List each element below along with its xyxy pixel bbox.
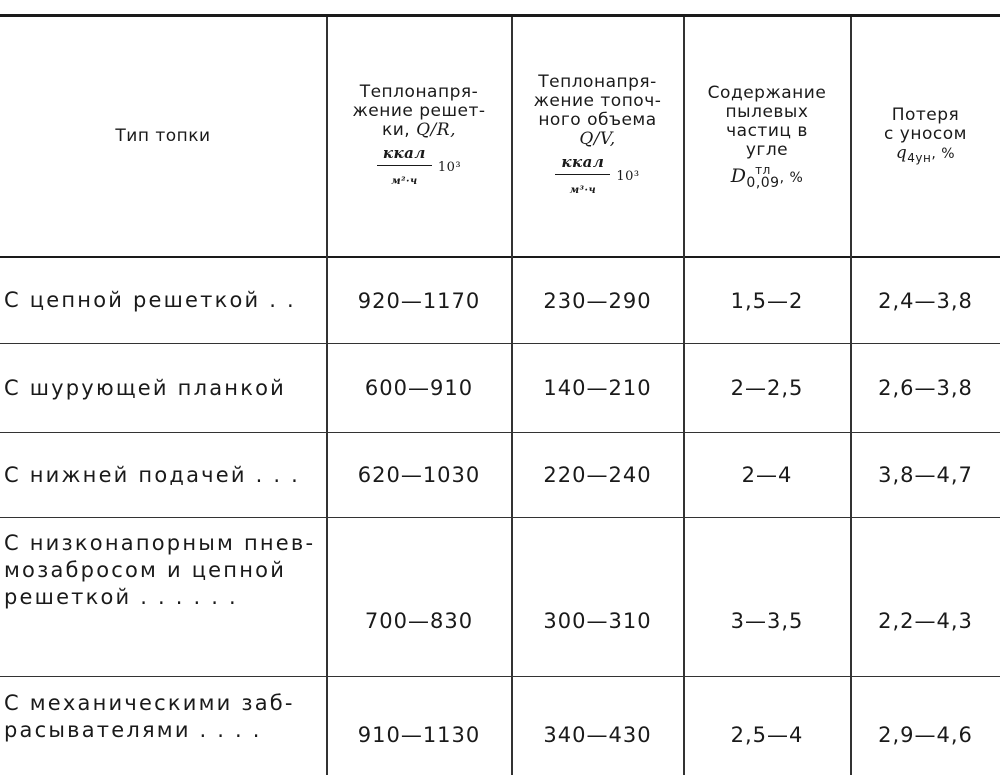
header-loss-symbol-line bbox=[896, 144, 955, 168]
row-2-type-line-1: С шурующей планкой bbox=[4, 375, 286, 400]
table-row-1-volume: 230—290 bbox=[543, 288, 652, 313]
table-row-3-type bbox=[4, 433, 324, 517]
header-volume-load bbox=[512, 17, 683, 256]
table-row-2-dust: 2—2,5 bbox=[730, 376, 804, 400]
header-dust-line-4: угле bbox=[745, 139, 789, 160]
header-dust-symbol-line bbox=[731, 164, 804, 190]
row-1-type-line-1: С цепной решеткой . . bbox=[4, 288, 296, 312]
table-row-2-type bbox=[4, 344, 324, 432]
table-row-3-loss: 3,8—4,7 bbox=[878, 463, 973, 487]
table-row-4-dust: 3—3,5 bbox=[730, 609, 804, 633]
row-5-type-line-2: расывателями . . . . bbox=[4, 718, 262, 742]
unit-numerator: ккал bbox=[377, 144, 432, 166]
header-grate-unit bbox=[377, 144, 461, 191]
table-row-5-dust: 2,5—4 bbox=[730, 723, 804, 747]
row-4-type-text bbox=[4, 530, 315, 611]
header-dust-line-2: пылевых bbox=[725, 101, 809, 122]
header-type bbox=[0, 17, 326, 256]
table-row-5-type bbox=[4, 690, 324, 760]
table-row-2-grate: 600—910 bbox=[364, 376, 474, 400]
unit-multiplier: 10³ bbox=[616, 169, 640, 184]
table-row-5-grate: 910—1130 bbox=[357, 723, 481, 747]
unit-fraction bbox=[377, 144, 432, 191]
header-grate-line-3 bbox=[382, 121, 456, 140]
header-loss-sub: 4ун bbox=[907, 150, 932, 165]
header-dust-symbol: D bbox=[730, 164, 747, 187]
header-dust-line-3: частиц в bbox=[726, 120, 808, 141]
header-volume-symbol: Q/V, bbox=[579, 129, 616, 149]
header-dust-suffix: , % bbox=[779, 169, 804, 186]
unit-fraction bbox=[555, 153, 610, 200]
header-dust-content bbox=[684, 17, 850, 256]
header-dust-sup: тл bbox=[755, 162, 771, 177]
table-row-4-type bbox=[4, 530, 324, 640]
header-grate-line-2: жение решет- bbox=[352, 100, 486, 121]
unit-numerator: ккал bbox=[555, 153, 610, 175]
header-volume-line-3: ного объема bbox=[538, 110, 657, 130]
header-volume-unit bbox=[555, 153, 639, 200]
table-row-3-grate: 620—1030 bbox=[357, 463, 481, 487]
table-row-3-dust: 2—4 bbox=[741, 463, 793, 487]
table-row-3-volume: 220—240 bbox=[543, 463, 652, 487]
header-loss-line-2: с уносом bbox=[884, 123, 967, 144]
table-row-5-volume: 340—430 bbox=[543, 723, 652, 747]
header-grate-line-3-text: ки, bbox=[381, 119, 411, 140]
header-dust-sub: 0,09 bbox=[746, 174, 780, 191]
row-5-type-line-1: С механическими заб- bbox=[4, 691, 295, 715]
header-loss bbox=[851, 17, 1000, 256]
unit-denominator: м²·ч bbox=[391, 175, 418, 187]
header-grate-symbol: Q/R, bbox=[416, 119, 456, 140]
row-4-type-line-2: мозабросом и цепной bbox=[4, 558, 287, 582]
table-row-4-volume: 300—310 bbox=[543, 609, 652, 633]
row-3-type-line-1: С нижней подачей . . . bbox=[4, 462, 301, 487]
table-row-1-type bbox=[4, 258, 324, 343]
header-volume-line-2: жение топоч- bbox=[533, 91, 662, 111]
header-dust-scripts bbox=[746, 164, 779, 190]
header-loss-symbol: q bbox=[895, 142, 908, 163]
header-loss-line-1: Потеря bbox=[891, 104, 960, 125]
header-type-label: Тип топки bbox=[115, 126, 211, 146]
header-grate-load bbox=[327, 17, 511, 256]
table-row-2-volume: 140—210 bbox=[543, 376, 652, 400]
header-dust-line-1: Содержание bbox=[707, 82, 827, 103]
unit-multiplier: 10³ bbox=[437, 159, 462, 175]
header-grate-line-1: Теплонапря- bbox=[359, 81, 479, 102]
table-row-1-grate: 920—1170 bbox=[357, 288, 481, 313]
table-row-2-loss: 2,6—3,8 bbox=[878, 376, 973, 400]
row-4-type-line-3: решеткой . . . . . . bbox=[4, 585, 238, 609]
row-5-type-text bbox=[4, 690, 295, 744]
header-loss-suffix: , % bbox=[931, 145, 956, 162]
table-row-5-loss: 2,9—4,6 bbox=[878, 723, 973, 747]
table-row-1-dust: 1,5—2 bbox=[730, 288, 804, 313]
table-row-4-grate: 700—830 bbox=[364, 609, 474, 633]
table-row-1-loss: 2,4—3,8 bbox=[878, 288, 973, 313]
unit-denominator: м³·ч bbox=[569, 185, 597, 196]
header-volume-line-1: Теплонапря- bbox=[538, 72, 657, 92]
row-4-type-line-1: С низконапорным пнев- bbox=[4, 531, 316, 555]
table-row-4-loss: 2,2—4,3 bbox=[878, 609, 973, 633]
